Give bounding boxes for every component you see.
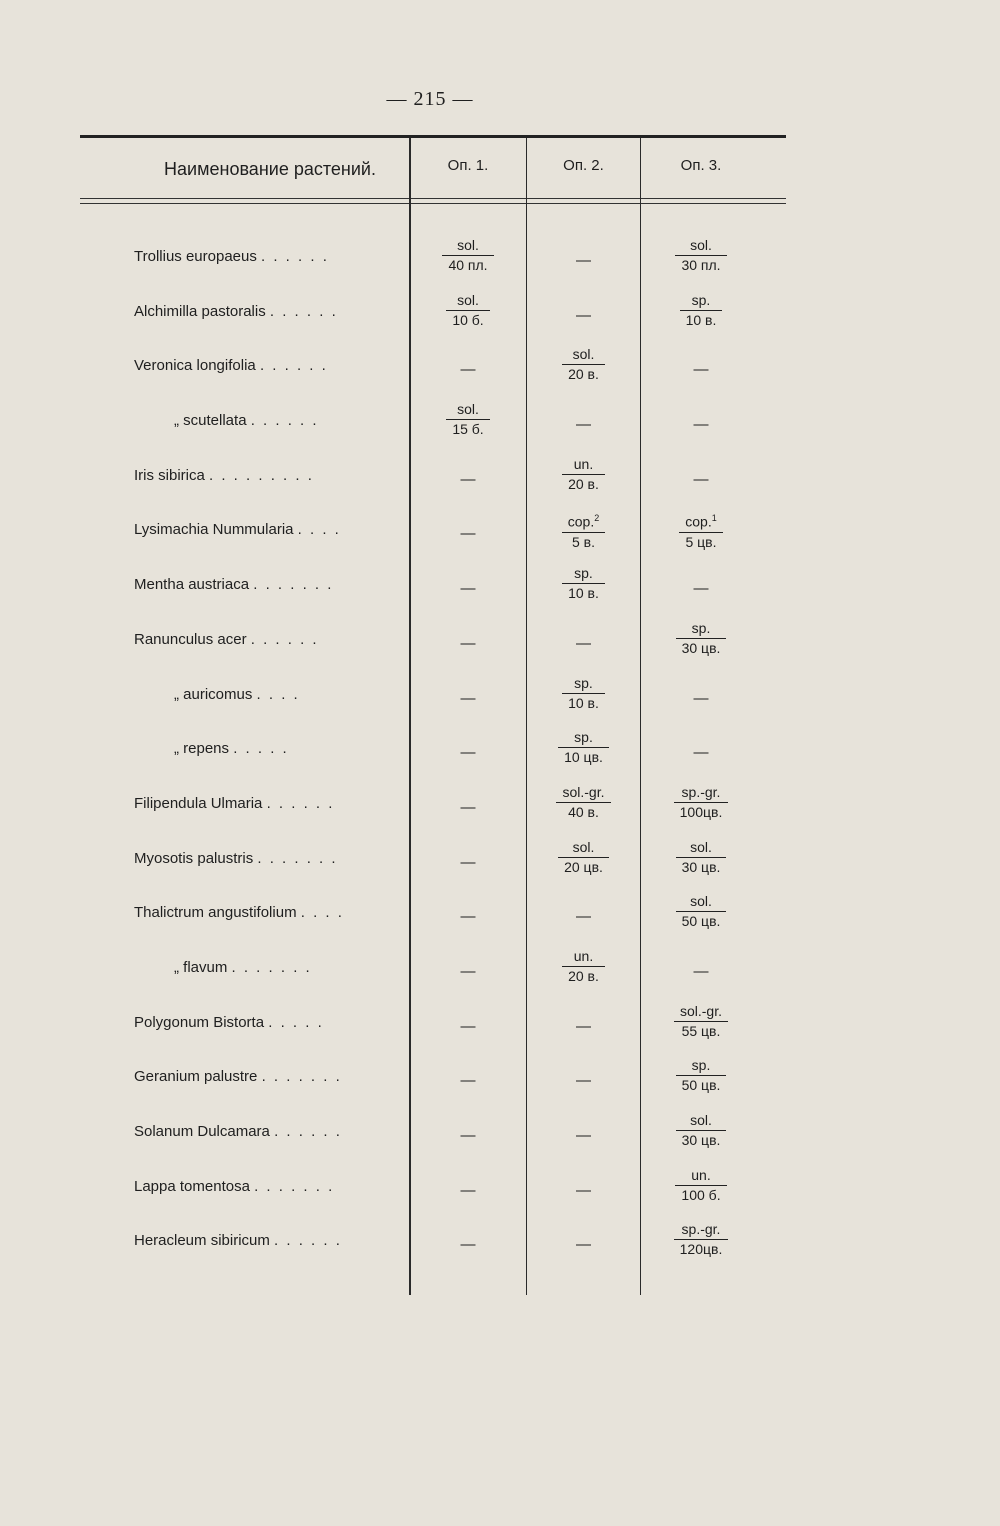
leader-dots: . . . . . . . . . — [209, 466, 314, 484]
count-value: 30 пл. — [681, 257, 721, 273]
table-row — [80, 777, 786, 832]
count-value: 20 цв. — [564, 858, 603, 875]
empty-dash: — — [460, 853, 476, 871]
count-value: 5 цв. — [685, 534, 717, 551]
abundance-fraction — [676, 892, 727, 931]
abundance-value — [675, 1166, 726, 1186]
leader-dots: . . . . . . — [274, 1123, 342, 1140]
plant-name-text: „ repens — [174, 740, 230, 758]
abundance-fraction — [674, 1220, 729, 1259]
table-row — [80, 1160, 786, 1215]
abundance-text: sol. — [457, 237, 479, 253]
leader-dots: . . . . . . — [266, 794, 335, 812]
empty-dash: — — [576, 634, 591, 652]
abundance-fraction — [558, 838, 609, 877]
abundance-fraction — [676, 1111, 727, 1150]
plant-name — [134, 1178, 404, 1195]
cell-op1 — [410, 941, 526, 995]
empty-dash: — — [460, 580, 476, 598]
plant-name — [134, 576, 404, 593]
plant-name — [134, 412, 404, 429]
abundance-value — [676, 1056, 727, 1076]
table-body — [80, 230, 786, 1269]
plant-name — [134, 795, 404, 812]
cell-op1 — [410, 1214, 526, 1268]
abundance-value — [676, 619, 727, 639]
abundance-value — [558, 728, 609, 748]
abundance-value — [562, 345, 605, 365]
plant-name-text: Solanum Dulcamara — [134, 1123, 270, 1140]
cell-op2 — [527, 941, 640, 995]
count-value: 120цв. — [679, 1241, 723, 1258]
empty-dash: — — [576, 1127, 591, 1144]
count-value: 100цв. — [679, 803, 723, 820]
empty-dash: — — [576, 416, 591, 434]
count-value: 15 б. — [452, 421, 484, 438]
table-row — [80, 285, 786, 340]
count-value: 30 цв. — [681, 639, 721, 656]
plant-name-text: „ scutellata — [174, 412, 247, 430]
empty-dash: — — [460, 1017, 476, 1035]
abundance-text: cop. — [567, 514, 595, 531]
abundance-text: sp.-gr. — [681, 1221, 721, 1238]
abundance-text: sol.-gr. — [679, 1002, 722, 1019]
abundance-fraction — [679, 509, 722, 552]
empty-dash: — — [460, 1181, 476, 1199]
empty-dash: — — [460, 634, 476, 652]
abundance-fraction — [558, 728, 609, 767]
table-row — [80, 558, 786, 613]
empty-dash: — — [576, 252, 591, 269]
header-rule — [80, 198, 786, 204]
plant-name — [134, 904, 404, 921]
cell-op1 — [410, 339, 526, 393]
table-row — [80, 339, 786, 394]
abundance-value — [562, 947, 605, 967]
abundance-value — [680, 291, 723, 311]
cell-op2 — [527, 503, 640, 557]
empty-dash: — — [460, 1072, 476, 1090]
abundance-value — [674, 783, 729, 803]
cell-op2 — [527, 449, 640, 503]
abundance-value — [446, 291, 489, 311]
empty-dash: — — [460, 962, 476, 980]
abundance-text: sol. — [572, 346, 595, 363]
cell-op3 — [641, 996, 761, 1050]
cell-op1 — [410, 503, 526, 557]
cell-op2 — [527, 777, 640, 831]
table-row — [80, 613, 786, 668]
table-row — [80, 394, 786, 449]
cell-op1 — [410, 230, 526, 284]
plant-name — [134, 959, 404, 976]
cell-op3 — [641, 1105, 761, 1159]
empty-dash: — — [576, 1181, 591, 1199]
cell-op2 — [527, 339, 640, 393]
leader-dots: . . . . — [297, 521, 341, 539]
cell-op2 — [527, 230, 640, 284]
count-value: 40 пл. — [448, 257, 488, 273]
plant-name — [134, 631, 404, 648]
empty-dash: — — [460, 525, 476, 543]
cell-op2 — [527, 668, 640, 722]
abundance-text: sp.-gr. — [681, 783, 721, 800]
cell-op2 — [527, 1050, 640, 1104]
abundance-value — [674, 1002, 728, 1022]
count-value: 30 цв. — [681, 1132, 721, 1148]
abundance-fraction — [675, 236, 726, 275]
abundance-value — [446, 400, 489, 420]
cell-op3 — [641, 886, 761, 940]
leader-dots: . . . . . . — [274, 1232, 342, 1250]
cell-op1 — [410, 613, 526, 667]
plant-name — [134, 521, 404, 538]
cell-op3 — [641, 941, 761, 995]
plant-name-text: Geranium palustre — [134, 1068, 258, 1086]
table-row — [80, 668, 786, 723]
plant-name-text: Thalictrum angustifolium — [134, 904, 297, 922]
cell-op1 — [410, 394, 526, 448]
abundance-text: sp. — [574, 565, 593, 582]
empty-dash: — — [460, 798, 476, 816]
cell-op1 — [410, 832, 526, 886]
abundance-value — [558, 838, 609, 858]
count-value: 40 в. — [568, 803, 599, 820]
count-value: 20 в. — [568, 967, 599, 984]
cell-op1 — [410, 996, 526, 1050]
plant-name-text: Iris sibirica — [134, 466, 205, 484]
empty-dash: — — [460, 470, 476, 488]
cell-op3 — [641, 1160, 761, 1214]
table-row — [80, 503, 786, 558]
abundance-fraction — [674, 1002, 728, 1041]
plant-name-text: Veronica longifolia — [134, 357, 256, 375]
cell-op1 — [410, 1160, 526, 1214]
table-row — [80, 996, 786, 1051]
abundance-fraction — [676, 619, 727, 658]
header-op2: Оп. 2. — [563, 157, 604, 174]
leader-dots: . . . . . . . — [253, 576, 334, 594]
cell-op2 — [527, 886, 640, 940]
cell-op1 — [410, 668, 526, 722]
abundance-fraction — [446, 400, 489, 439]
cell-op3 — [641, 777, 761, 831]
abundance-value — [674, 1220, 729, 1240]
abundance-value — [556, 783, 610, 803]
table-top-rule — [80, 135, 786, 138]
leader-dots: . . . . . . — [269, 302, 338, 320]
leader-dots: . . . . . . — [259, 357, 328, 375]
count-value: 50 цв. — [681, 1077, 721, 1094]
table-row — [80, 449, 786, 504]
cell-op3 — [641, 668, 761, 722]
count-value: 30 цв. — [681, 858, 721, 875]
empty-dash: — — [693, 689, 709, 707]
cell-op2 — [527, 1160, 640, 1214]
leader-dots: . . . . . — [268, 1013, 324, 1031]
leader-dots: . . . . . . . — [257, 849, 338, 867]
abundance-text: cop. — [685, 514, 712, 531]
abundance-superscript: 2 — [594, 513, 600, 524]
cell-op3 — [641, 339, 761, 393]
page-number: — 215 — — [386, 88, 474, 110]
abundance-fraction — [562, 674, 605, 713]
plant-name — [134, 686, 404, 703]
cell-op3 — [641, 722, 761, 776]
leader-dots: . . . . . . — [250, 412, 319, 430]
plant-name — [134, 850, 404, 867]
empty-dash: — — [576, 1072, 591, 1090]
count-value: 10 в. — [685, 311, 717, 328]
header-op3: Оп. 3. — [680, 157, 722, 174]
abundance-text: un. — [691, 1166, 711, 1183]
cell-op2 — [527, 558, 640, 612]
abundance-fraction — [676, 838, 727, 877]
plant-name-text: Trollius europaeus — [134, 248, 257, 265]
cell-op1 — [410, 1105, 526, 1159]
leader-dots: . . . . . . — [250, 630, 319, 648]
plant-name — [134, 357, 404, 374]
cell-op3 — [641, 285, 761, 339]
table-row — [80, 832, 786, 887]
abundance-fraction — [556, 783, 610, 822]
abundance-text: un. — [573, 947, 594, 964]
abundance-value — [562, 509, 605, 533]
cell-op2 — [527, 722, 640, 776]
cell-op3 — [641, 613, 761, 667]
abundance-text: sol. — [572, 838, 595, 855]
empty-dash: — — [693, 962, 709, 980]
count-value: 10 цв. — [564, 749, 603, 766]
cell-op2 — [527, 832, 640, 886]
leader-dots: . . . . . . . — [231, 958, 312, 976]
plant-name-text: Filipendula Ulmaria — [134, 794, 263, 812]
abundance-text: sol. — [690, 237, 712, 253]
plant-name-text: Lappa tomentosa — [134, 1177, 250, 1195]
empty-dash: — — [693, 580, 709, 598]
cell-op3 — [641, 394, 761, 448]
plant-name-text: Alchimilla pastoralis — [134, 302, 266, 320]
table-row — [80, 1214, 786, 1269]
abundance-value — [676, 838, 727, 858]
abundance-fraction — [562, 564, 605, 603]
cell-op2 — [527, 1105, 640, 1159]
abundance-value — [562, 674, 605, 694]
table-row — [80, 722, 786, 777]
abundance-value — [562, 564, 605, 584]
empty-dash: — — [576, 306, 591, 324]
abundance-text: sp. — [691, 619, 711, 636]
count-value: 10 б. — [452, 311, 484, 328]
plant-name-text: „ auricomus — [174, 685, 253, 703]
cell-op1 — [410, 777, 526, 831]
table-row — [80, 1050, 786, 1105]
table-row — [80, 230, 786, 285]
plant-name-text: Mentha austriaca — [134, 576, 250, 594]
empty-dash: — — [460, 1127, 476, 1144]
abundance-text: sol. — [690, 838, 712, 855]
plant-name — [134, 1232, 404, 1249]
count-value: 20 в. — [568, 475, 599, 492]
cell-op2 — [527, 996, 640, 1050]
abundance-fraction — [680, 291, 723, 330]
empty-dash: — — [576, 1017, 591, 1035]
cell-op3 — [641, 503, 761, 557]
abundance-text: sol. — [457, 291, 479, 308]
abundance-fraction — [442, 236, 493, 275]
cell-op1 — [410, 722, 526, 776]
empty-dash: — — [576, 908, 591, 926]
abundance-value — [676, 1111, 727, 1131]
plant-name — [134, 740, 404, 757]
abundance-fraction — [562, 345, 605, 384]
cell-op2 — [527, 613, 640, 667]
plant-name-text: Heracleum sibiricum — [134, 1232, 270, 1250]
abundance-text: sol.-gr. — [562, 783, 605, 800]
abundance-fraction — [562, 509, 605, 552]
plant-name — [134, 1068, 404, 1085]
cell-op3 — [641, 230, 761, 284]
abundance-value — [562, 455, 605, 475]
count-value: 10 в. — [568, 585, 599, 602]
plant-name-text: Polygonum Bistorta — [134, 1013, 265, 1031]
cell-op3 — [641, 1214, 761, 1268]
count-value: 10 в. — [568, 694, 599, 711]
leader-dots: . . . . — [256, 685, 300, 703]
count-value: 50 цв. — [681, 913, 721, 930]
plant-name-text: „ flavum — [174, 958, 228, 976]
cell-op3 — [641, 558, 761, 612]
empty-dash: — — [576, 1236, 591, 1254]
abundance-superscript: 1 — [711, 513, 717, 524]
table-row — [80, 886, 786, 941]
leader-dots: . . . . . . . — [254, 1177, 335, 1195]
abundance-text: un. — [573, 455, 594, 472]
plant-name — [134, 467, 404, 484]
cell-op2 — [527, 1214, 640, 1268]
cell-op1 — [410, 1050, 526, 1104]
abundance-fraction — [674, 783, 729, 822]
empty-dash: — — [693, 361, 709, 379]
count-value: 100 б. — [681, 1186, 721, 1203]
cell-op3 — [641, 832, 761, 886]
abundance-value — [675, 236, 726, 256]
empty-dash: — — [460, 908, 476, 926]
empty-dash: — — [460, 744, 476, 762]
abundance-value — [679, 509, 722, 533]
abundance-fraction — [676, 1056, 727, 1095]
leader-dots: . . . . . . . — [261, 1068, 342, 1086]
plant-name — [134, 1014, 404, 1031]
abundance-fraction — [675, 1166, 726, 1205]
empty-dash: — — [460, 689, 476, 707]
abundance-text: sp. — [574, 674, 593, 691]
abundance-text: sol. — [690, 1112, 712, 1128]
cell-op1 — [410, 558, 526, 612]
abundance-text: sp. — [691, 291, 711, 308]
plant-name-text: Ranunculus acer — [134, 630, 247, 648]
leader-dots: . . . . . — [233, 740, 289, 758]
cell-op1 — [410, 886, 526, 940]
plant-name — [134, 248, 404, 265]
header-op1: Оп. 1. — [447, 157, 489, 174]
leader-dots: . . . . . . — [261, 248, 329, 265]
cell-op1 — [410, 285, 526, 339]
cell-op2 — [527, 394, 640, 448]
abundance-value — [676, 892, 727, 912]
abundance-fraction — [562, 455, 605, 494]
abundance-text: sol. — [690, 893, 712, 910]
count-value: 55 цв. — [681, 1022, 721, 1039]
empty-dash: — — [460, 1236, 476, 1254]
abundance-text: sp. — [691, 1057, 711, 1074]
cell-op3 — [641, 1050, 761, 1104]
empty-dash: — — [693, 416, 709, 434]
abundance-fraction — [562, 947, 605, 986]
count-value: 5 в. — [571, 534, 595, 551]
empty-dash: — — [693, 744, 709, 762]
abundance-fraction — [446, 291, 489, 330]
abundance-text: sp. — [574, 729, 593, 746]
header-plant-name: Наименование растений. — [164, 159, 376, 179]
cell-op2 — [527, 285, 640, 339]
count-value: 20 в. — [568, 366, 599, 383]
plant-name — [134, 303, 404, 320]
plant-name-text: Lysimachia Nummularia — [134, 521, 294, 539]
table-row — [80, 941, 786, 996]
empty-dash: — — [693, 470, 709, 488]
plant-name — [134, 1123, 404, 1140]
cell-op3 — [641, 449, 761, 503]
empty-dash: — — [460, 361, 476, 379]
abundance-value — [442, 236, 493, 256]
plant-table — [80, 135, 786, 1295]
cell-op1 — [410, 449, 526, 503]
leader-dots: . . . . — [300, 904, 344, 922]
plant-name-text: Myosotis palustris — [134, 849, 254, 867]
table-row — [80, 1105, 786, 1160]
abundance-text: sol. — [457, 401, 479, 418]
